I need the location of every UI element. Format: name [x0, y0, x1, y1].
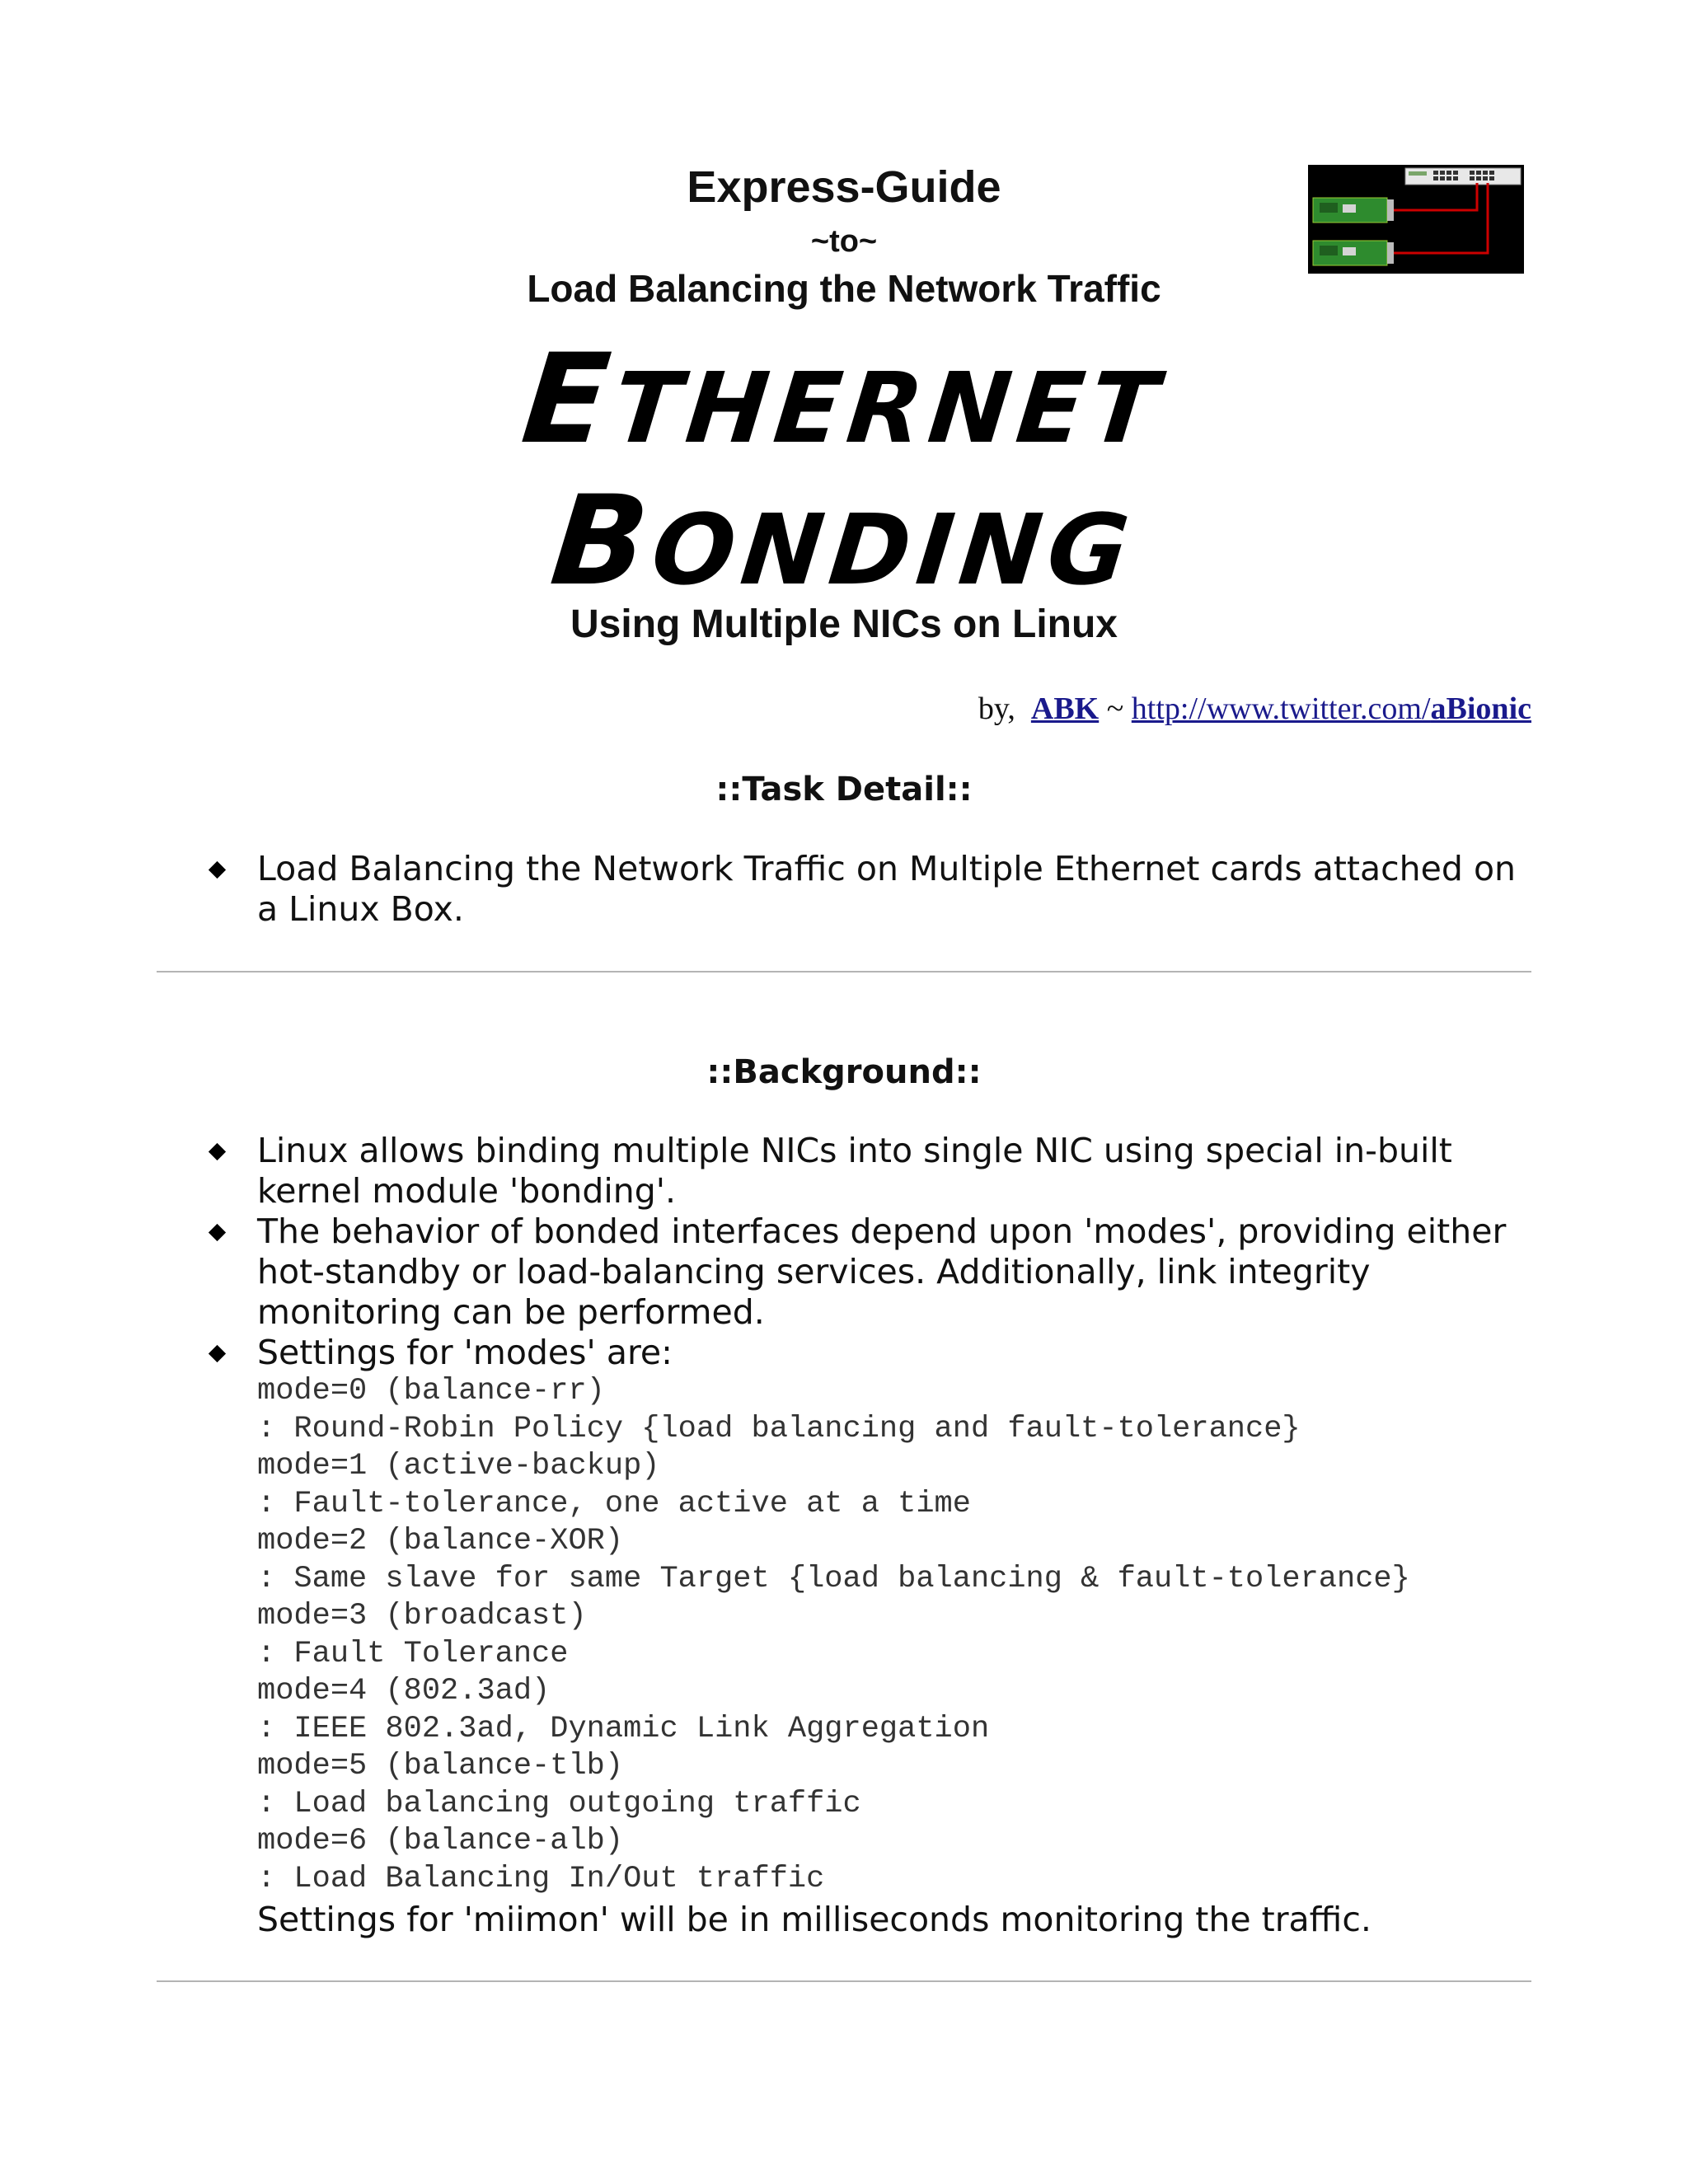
diamond-bullet-icon: [209, 1224, 226, 1241]
mode-line: mode=1 (active-backup): [257, 1449, 660, 1483]
byline-prefix: by,: [978, 691, 1015, 726]
twitter-handle: aBionic: [1430, 691, 1531, 726]
diamond-bullet-icon: [209, 861, 226, 879]
section-divider: [157, 1980, 1531, 1982]
byline-separator: ~: [1106, 691, 1124, 726]
list-item: [206, 849, 1533, 930]
diamond-bullet-icon: [209, 1345, 226, 1362]
twitter-link[interactable]: [1132, 691, 1531, 726]
task-detail-heading: ::Task Detail::: [715, 771, 973, 808]
list-item: [206, 1131, 1533, 1212]
list-item: [206, 1333, 1533, 1941]
mode-line: mode=4 (802.3ad): [257, 1674, 551, 1708]
mode-line: mode=6 (balance-alb): [257, 1824, 624, 1858]
background-item-text: Linux allows binding multiple NICs into single NIC using special in-built kernel module 'bonding'.: [257, 1131, 1452, 1211]
guide-title: Express-Guide: [687, 162, 1001, 212]
mode-line: : Load balancing outgoing traffic: [257, 1786, 861, 1821]
big-title-bonding: [0, 470, 1688, 613]
section-divider: [157, 971, 1531, 972]
twitter-url-prefix: http://www.twitter.com/: [1131, 691, 1431, 726]
mode-line: mode=2 (balance-XOR): [257, 1524, 624, 1558]
background-heading: ::Background::: [706, 1053, 982, 1091]
mode-line: mode=5 (balance-tlb): [257, 1749, 624, 1783]
mode-line: : Fault-tolerance, one active at a time: [257, 1486, 971, 1521]
background-item-text: Settings for 'modes' are:: [257, 1333, 673, 1372]
mode-line: : Load Balancing In/Out traffic: [257, 1861, 825, 1896]
mode-line: mode=3 (broadcast): [257, 1599, 587, 1633]
big-title-ethernet-rest: THERNET: [607, 351, 1170, 465]
guide-title-connector: ~to~: [810, 224, 878, 259]
task-detail-list: [206, 849, 1533, 930]
big-title-bonding-rest: ONDING: [646, 493, 1141, 607]
nic-switch-image: [1308, 165, 1524, 274]
mode-line: mode=0 (balance-rr): [257, 1374, 605, 1408]
big-title-ethernet-initial: E: [516, 328, 623, 471]
author-link[interactable]: ABK: [1030, 691, 1100, 726]
guide-subtitle: Using Multiple NICs on Linux: [570, 602, 1118, 646]
mode-line: : IEEE 802.3ad, Dynamic Link Aggregation: [257, 1711, 990, 1746]
mode-line: : Round-Robin Policy {load balancing and fault-tolerance}: [257, 1411, 1301, 1446]
task-item-text: Load Balancing the Network Traffic on Multiple Ethernet cards attached on a Linux Box.: [257, 849, 1517, 929]
guide-title-topic: Load Balancing the Network Traffic: [527, 267, 1161, 310]
big-title-ethernet: [0, 328, 1688, 471]
big-title-bonding-initial: B: [545, 470, 662, 613]
diamond-bullet-icon: [209, 1143, 226, 1160]
background-list: [206, 1131, 1533, 1941]
byline: [978, 691, 1531, 727]
background-item-text: The behavior of bonded interfaces depend upon 'modes', providing either hot-standby or load-balancing services. Additionally, link integrity monitoring can be performed.: [257, 1212, 1507, 1332]
list-item: [206, 1212, 1533, 1333]
modes-code-block: [257, 1373, 1533, 1898]
miimon-note: Settings for 'miimon' will be in milliseconds monitoring the traffic.: [257, 1900, 1372, 1939]
mode-line: : Same slave for same Target {load balancing & fault-tolerance}: [257, 1561, 1410, 1596]
mode-line: : Fault Tolerance: [257, 1636, 569, 1671]
